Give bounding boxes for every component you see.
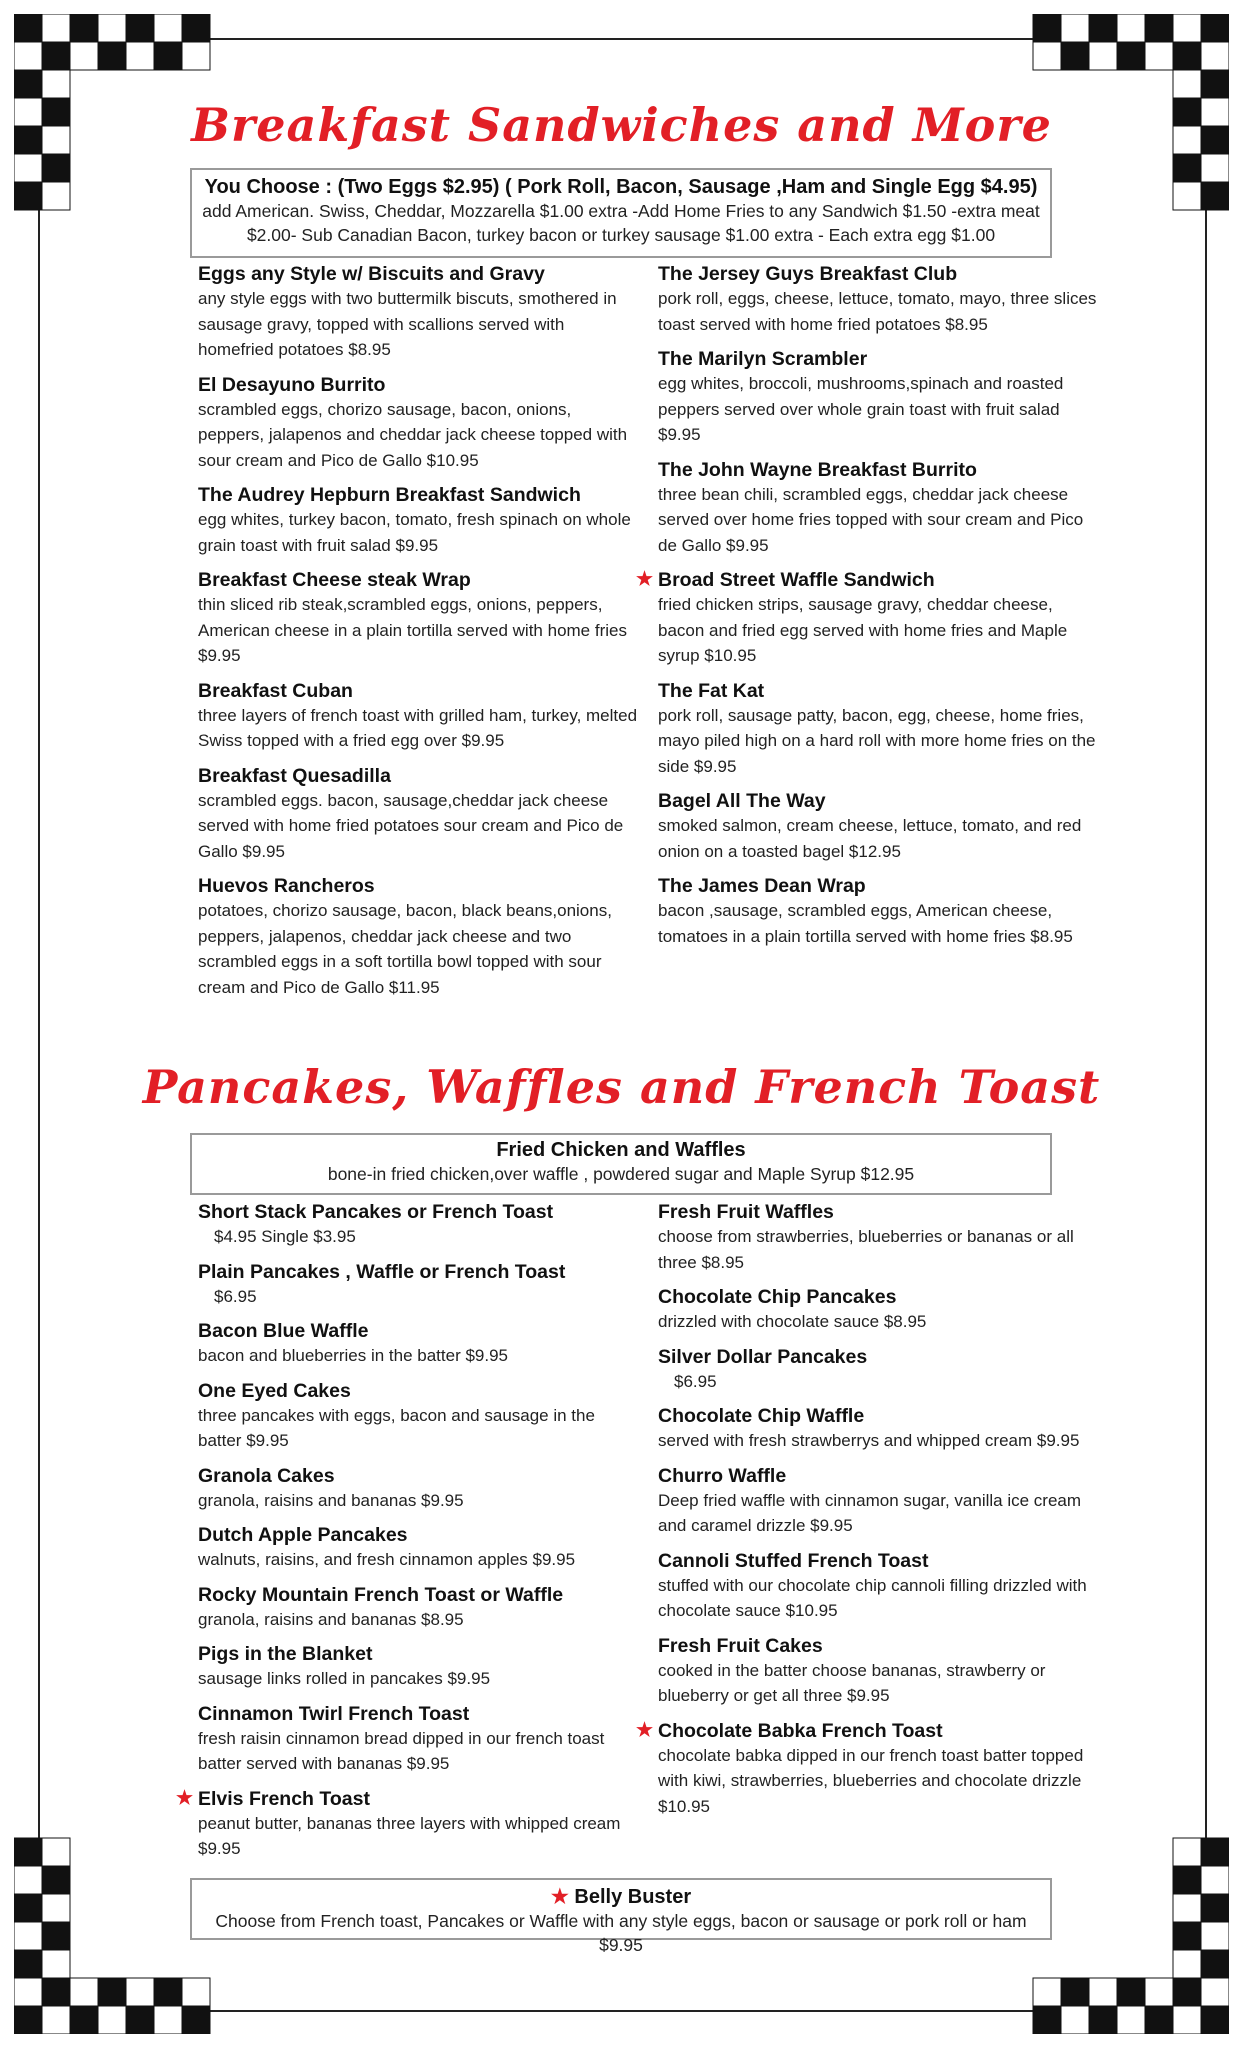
menu-item-name-text: Fresh Fruit Waffles <box>658 1201 834 1223</box>
pancakes-left-column <box>176 1200 638 1872</box>
menu-item-name <box>198 679 638 703</box>
menu-item <box>658 1285 1098 1335</box>
menu-item-name-text: Plain Pancakes , Waffle or French Toast <box>198 1260 566 1283</box>
menu-item <box>198 1583 638 1633</box>
feature-desc: bone-in fried chicken,over waffle , powdered sugar and Maple Syrup $12.95 <box>327 1164 915 1184</box>
menu-item-name-text: Cinnamon Twirl French Toast <box>198 1702 470 1725</box>
menu-item <box>198 1642 638 1692</box>
info-line-extras: add American. Swiss, Cheddar, Mozzarella $1.00 extra -Add Home Fries to any Sandwich $1.50 -extra meat <box>202 201 1040 221</box>
menu-item-name <box>658 789 1098 813</box>
menu-item <box>658 458 1098 559</box>
menu-item-desc: egg whites, turkey bacon, tomato, fresh spinach on whole grain toast with fruit salad $9.95 <box>198 510 631 555</box>
menu-item-name <box>198 1319 638 1343</box>
menu-item <box>658 1404 1098 1454</box>
menu-item-desc: three pancakes with eggs, bacon and sausage in the batter $9.95 <box>198 1405 595 1450</box>
menu-item-name-text: Dutch Apple Pancakes <box>198 1524 408 1546</box>
belly-buster-box <box>190 1878 1052 1955</box>
info-line-choose: You Choose : (Two Eggs $2.95) ( Pork Roll, Bacon, Sausage ,Ham and Single Egg $4.95) <box>204 176 1038 198</box>
menu-item-desc: choose from strawberries, blueberries or bananas or all three $8.95 <box>658 1227 1074 1272</box>
star-icon: ★ <box>636 569 654 590</box>
star-icon: ★ <box>550 1886 569 1908</box>
menu-item <box>176 1787 638 1862</box>
menu-item-name <box>658 1285 1098 1309</box>
menu-item-desc: $6.95 <box>674 1371 717 1391</box>
menu-item <box>198 1200 638 1250</box>
menu-item-name <box>198 373 638 397</box>
menu-item <box>198 262 638 363</box>
star-icon: ★ <box>176 1787 194 1809</box>
menu-item-desc: smoked salmon, cream cheese, lettuce, tomato, and red onion on a toasted bagel $12.95 <box>658 816 1082 861</box>
menu-item-name-text: Silver Dollar Pancakes <box>658 1345 868 1368</box>
menu-item <box>198 679 638 754</box>
menu-item <box>658 347 1098 448</box>
menu-item-name-text: Cannoli Stuffed French Toast <box>658 1549 929 1572</box>
menu-item-name <box>198 1642 638 1666</box>
menu-item-desc: drizzled with chocolate sauce $8.95 <box>658 1312 927 1331</box>
menu-item <box>658 1549 1098 1624</box>
menu-item-name <box>658 1345 1098 1369</box>
menu-item-name-text: Elvis French Toast <box>198 1787 370 1810</box>
pancakes-right-column <box>636 1200 1098 1829</box>
menu-item-name-text: Chocolate Chip Pancakes <box>658 1286 897 1308</box>
menu-item-name <box>198 874 638 898</box>
menu-item-desc: granola, raisins and bananas $8.95 <box>198 1609 464 1629</box>
section-title-pancakes: Pancakes, Waffles and French Toast <box>142 1060 1101 1114</box>
section-title-breakfast: Breakfast Sandwiches and More <box>191 98 1052 152</box>
menu-item-name-text: The James Dean Wrap <box>658 875 866 897</box>
menu-item-name-text: Breakfast Quesadilla <box>198 764 391 787</box>
menu-item-name-text: Broad Street Waffle Sandwich <box>658 569 935 591</box>
menu-item-name-text: Bacon Blue Waffle <box>198 1320 369 1342</box>
menu-item <box>198 483 638 558</box>
menu-item <box>658 789 1098 864</box>
menu-item-desc: walnuts, raisins, and fresh cinnamon apples $9.95 <box>198 1550 576 1569</box>
menu-item-name <box>658 262 1098 286</box>
menu-item-name <box>658 679 1098 703</box>
menu-item-name <box>198 1200 638 1224</box>
menu-item-name-text: Fresh Fruit Cakes <box>658 1634 823 1657</box>
info-line-subs: $2.00- Sub Canadian Bacon, turkey bacon or turkey sausage $1.00 extra - Each extra egg $1.00 <box>246 225 996 245</box>
menu-item-desc: fried chicken strips, sausage gravy, cheddar cheese, bacon and fried egg served with home fries and Maple syrup $10.95 <box>658 595 1068 665</box>
menu-item-desc: pork roll, sausage patty, bacon, egg, cheese, home fries, mayo piled high on a hard roll with more home fries on the side $9.95 <box>658 705 1096 776</box>
menu-item-name-text: The Audrey Hepburn Breakfast Sandwich <box>198 484 581 506</box>
menu-item-name-text: Chocolate Babka French Toast <box>658 1719 943 1742</box>
menu-item <box>198 568 638 669</box>
menu-item-name-text: Churro Waffle <box>658 1464 787 1487</box>
menu-item-name-text: One Eyed Cakes <box>198 1379 351 1402</box>
menu-item-name <box>198 1379 638 1403</box>
menu-item-name <box>198 1464 638 1488</box>
menu-item <box>198 764 638 865</box>
menu-item-desc: scrambled eggs, chorizo sausage, bacon, onions, peppers, jalapenos and cheddar jack cheese topped with sour cream and Pico de Gallo $10.95 <box>198 399 628 470</box>
menu-item-desc: scrambled eggs. bacon, sausage,cheddar jack cheese served with home fried potatoes sour cream and Pico de Gallo $9.95 <box>198 790 624 861</box>
menu-item-desc: sausage links rolled in pancakes $9.95 <box>198 1669 491 1688</box>
feature-box <box>190 1133 1052 1195</box>
menu-item <box>658 262 1098 337</box>
menu-item-name <box>658 1549 1098 1573</box>
menu-item-name <box>636 1719 1098 1743</box>
menu-item <box>636 568 1098 669</box>
menu-item-desc: thin sliced rib steak,scrambled eggs, onions, peppers, American cheese in a plain tortilla served with home fries $9.95 <box>198 595 627 665</box>
menu-item <box>658 1634 1098 1709</box>
menu-item-name <box>636 568 1098 592</box>
breakfast-info-box <box>190 168 1052 258</box>
breakfast-right-column <box>636 262 1098 959</box>
menu-item-desc: pork roll, eggs, cheese, lettuce, tomato, mayo, three slices toast served with home fried potatoes $8.95 <box>658 289 1097 334</box>
menu-item-name <box>198 1523 638 1547</box>
menu-item <box>198 1260 638 1310</box>
menu-item-name-text: The Jersey Guys Breakfast Club <box>658 263 958 285</box>
menu-item-name <box>198 483 638 507</box>
menu-item <box>198 1379 638 1454</box>
menu-item-name-text: Bagel All The Way <box>658 790 826 812</box>
menu-item-name <box>658 874 1098 898</box>
star-icon: ★ <box>636 1719 654 1741</box>
menu-item <box>658 874 1098 949</box>
menu-item-name <box>658 347 1098 371</box>
menu-item <box>198 1523 638 1573</box>
menu-item-desc: served with fresh strawberrys and whipped cream $9.95 <box>658 1431 1080 1450</box>
menu-item-name <box>198 1702 638 1726</box>
menu-item-desc: peanut butter, bananas three layers with whipped cream $9.95 <box>198 1813 621 1858</box>
menu-item-name <box>198 1583 638 1607</box>
menu-item <box>658 1345 1098 1395</box>
menu-item-name-text: Breakfast Cheese steak Wrap <box>198 569 471 591</box>
menu-item-desc: egg whites, broccoli, mushrooms,spinach and roasted peppers served over whole grain toast with fruit salad $9.95 <box>658 374 1064 444</box>
menu-item-name <box>198 262 638 286</box>
menu-item-name-text: Rocky Mountain French Toast or Waffle <box>198 1583 564 1606</box>
belly-buster-desc: Choose from French toast, Pancakes or Waffle with any style eggs, bacon or sausage or pork roll or ham $9.95 <box>215 1911 1027 1955</box>
menu-item-desc: $4.95 Single $3.95 <box>214 1227 356 1246</box>
menu-item-desc: bacon ,sausage, scrambled eggs, American cheese, tomatoes in a plain tortilla served with home fries $8.95 <box>658 901 1073 946</box>
menu-item-name <box>198 1260 638 1284</box>
menu-item-name <box>658 1464 1098 1488</box>
menu-item-name-text: The Marilyn Scrambler <box>658 348 868 370</box>
menu-item-desc: Deep fried waffle with cinnamon sugar, vanilla ice cream and caramel drizzle $9.95 <box>658 1490 1082 1535</box>
menu-item-desc: cooked in the batter choose bananas, strawberry or blueberry or get all three $9.95 <box>658 1660 1046 1705</box>
menu-item-desc: potatoes, chorizo sausage, bacon, black beans,onions, peppers, jalapenos, cheddar jack cheese and two scrambled eggs in a soft tortilla bowl topped with sour cream and Pico de Gallo $11.95 <box>198 901 612 997</box>
menu-item <box>198 874 638 1000</box>
feature-title: Fried Chicken and Waffles <box>496 1139 746 1161</box>
menu-item-desc: three layers of french toast with grilled ham, turkey, melted Swiss topped with a fried egg over $9.95 <box>198 705 638 750</box>
menu-item <box>198 373 638 474</box>
menu-item-desc: fresh raisin cinnamon bread dipped in our french toast batter served with bananas $9.95 <box>198 1728 605 1773</box>
menu-item <box>198 1464 638 1514</box>
menu-item-name <box>658 458 1098 482</box>
menu-item-desc: bacon and blueberries in the batter $9.95 <box>198 1346 509 1365</box>
menu-item-name-text: Breakfast Cuban <box>198 679 353 702</box>
menu-item <box>658 679 1098 780</box>
menu-item-name <box>658 1404 1098 1428</box>
menu-item-desc: granola, raisins and bananas $9.95 <box>198 1490 464 1510</box>
menu-item-name-text: Granola Cakes <box>198 1464 335 1487</box>
menu-item <box>198 1319 638 1369</box>
menu-item-name-text: El Desayuno Burrito <box>198 373 386 396</box>
menu-item-name-text: Pigs in the Blanket <box>198 1643 373 1665</box>
menu-item-name-text: The John Wayne Breakfast Burrito <box>658 458 977 481</box>
breakfast-left-column <box>198 262 638 1010</box>
menu-item <box>658 1464 1098 1539</box>
menu-item-desc: chocolate babka dipped in our french toast batter topped with kiwi, strawberries, blueberries and chocolate drizzle $10.95 <box>658 1745 1084 1816</box>
menu-item <box>636 1719 1098 1820</box>
menu-item <box>658 1200 1098 1275</box>
menu-item-name <box>658 1200 1098 1224</box>
menu-item-name <box>198 764 638 788</box>
menu-item-name <box>198 568 638 592</box>
belly-buster-title: Belly Buster <box>574 1886 692 1908</box>
menu-item-desc: $6.95 <box>214 1286 257 1306</box>
menu-item-name-text: Short Stack Pancakes or French Toast <box>198 1201 554 1223</box>
menu-item-name <box>658 1634 1098 1658</box>
menu-item-name-text: The Fat Kat <box>658 679 765 702</box>
menu-item-name-text: Eggs any Style w/ Biscuits and Gravy <box>198 263 545 285</box>
menu-item-desc: three bean chili, scrambled eggs, cheddar jack cheese served over home fries topped with sour cream and Pico de Gallo $9.95 <box>658 484 1084 555</box>
menu-item-name-text: Huevos Rancheros <box>198 875 375 897</box>
menu-item-name <box>176 1787 638 1811</box>
menu-item-desc: stuffed with our chocolate chip cannoli filling drizzled with chocolate sauce $10.95 <box>658 1575 1087 1620</box>
menu-item-name-text: Chocolate Chip Waffle <box>658 1405 865 1427</box>
menu-item-desc: any style eggs with two buttermilk biscuts, smothered in sausage gravy, topped with scallions served with homefried potatoes $8.95 <box>198 289 617 359</box>
menu-item <box>198 1702 638 1777</box>
